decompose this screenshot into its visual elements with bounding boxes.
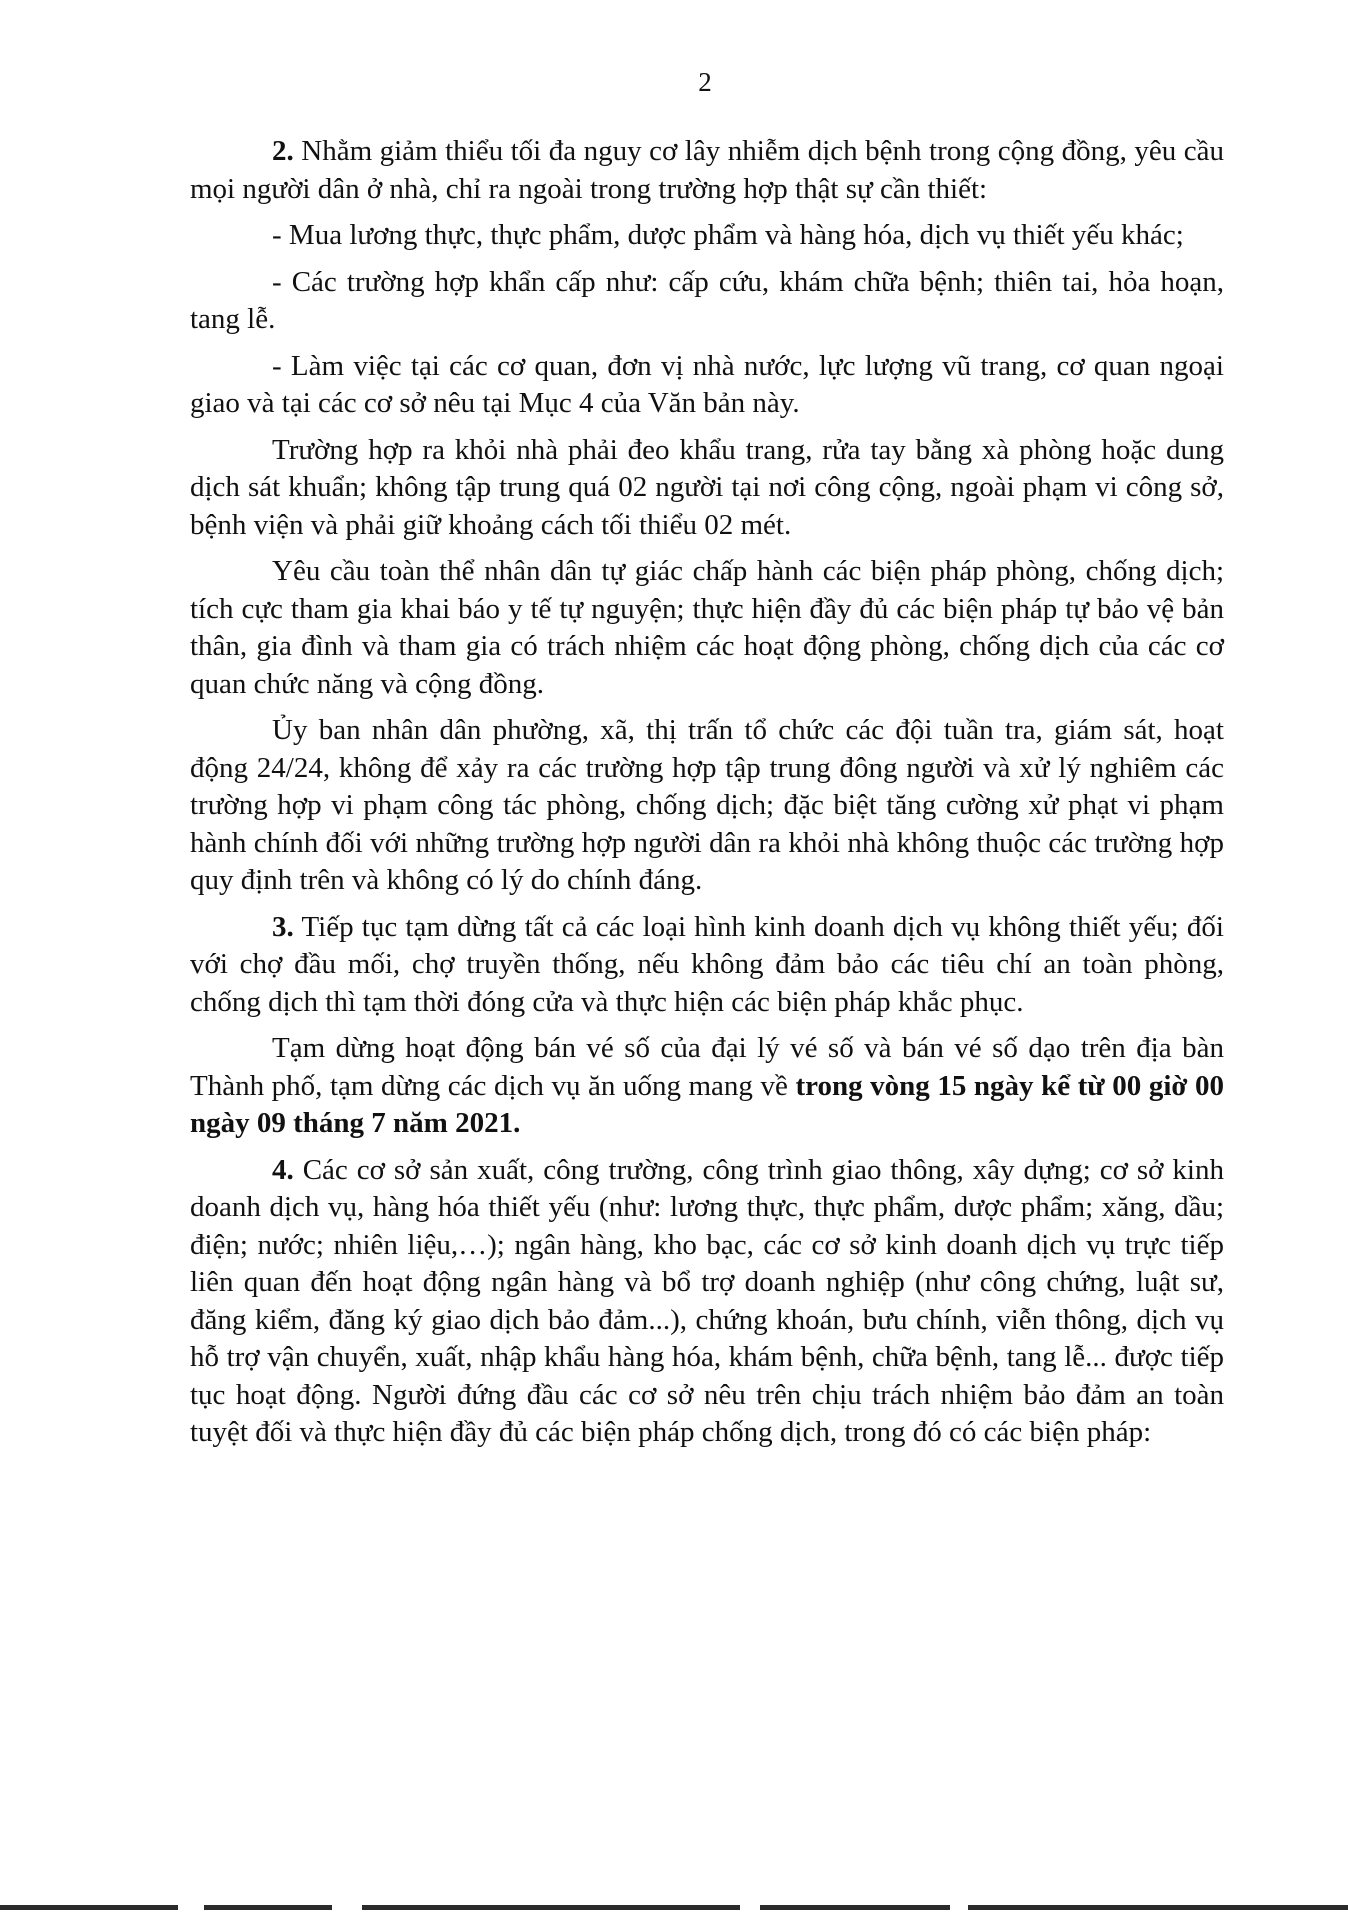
paragraph-text: - Các trường hợp khẩn cấp như: cấp cứu, khám chữa bệnh; thiên tai, hỏa hoạn, tang lễ. bbox=[190, 265, 1224, 335]
section-number: 2. bbox=[272, 135, 294, 167]
section-number: 3. bbox=[272, 910, 294, 943]
paragraph-text: Trường hợp ra khỏi nhà phải đeo khẩu trang, rửa tay bằng xà phòng hoặc dung dịch sát khuẩn; không tập trung quá 02 người tại nơi công cộng, ngoài phạm vi công sở, bệnh viện và phải giữ khoảng cách tối thiểu 02 mét. bbox=[190, 433, 1224, 541]
scan-edge-line bbox=[0, 1905, 178, 1910]
paragraph-public-compliance bbox=[190, 553, 1224, 703]
section-number: 4. bbox=[272, 1153, 294, 1186]
paragraph-text: Tiếp tục tạm dừng tất cả các loại hình kinh doanh dịch vụ không thiết yếu; đối với chợ đầu mối, chợ truyền thống, nếu không đảm bảo các tiêu chí an toàn phòng, chống dịch thì tạm thời đóng cửa và thực hiện các biện pháp khắc phục. bbox=[190, 910, 1224, 1018]
paragraph-text: Tạm dừng hoạt động bán vé số của đại lý vé số và bán vé số dạo trên địa bàn Thành phố, tạm dừng các dịch vụ ăn uống mang về bbox=[190, 1032, 1224, 1102]
paragraph-section-4 bbox=[190, 1152, 1224, 1452]
list-item-buy-essentials bbox=[190, 217, 1224, 255]
list-item-work bbox=[190, 348, 1224, 423]
scan-edge-line bbox=[760, 1905, 950, 1910]
scan-edge-line bbox=[968, 1905, 1348, 1910]
paragraph-text: Ủy ban nhân dân phường, xã, thị trấn tổ chức các đội tuần tra, giám sát, hoạt động 24/24, không để xảy ra các trường hợp tập trung đông người và xử lý nghiêm các trường hợp vi phạm công tác phòng, chống dịch; đặc biệt tăng cường xử phạt vi phạm hành chính đối với những trường hợp người dân ra khỏi nhà không thuộc các trường hợp quy định trên và không có lý do chính đáng. bbox=[190, 714, 1224, 896]
paragraph-leaving-home bbox=[190, 432, 1224, 545]
paragraph-section-2 bbox=[190, 133, 1224, 208]
paragraph-text: Các cơ sở sản xuất, công trường, công trình giao thông, xây dựng; cơ sở kinh doanh dịch vụ, hàng hóa thiết yếu (như: lương thực, thực phẩm, dược phẩm; xăng, dầu; điện; nước; nhiên liệu,…); ngân hàng, kho bạc, các cơ sở kinh doanh dịch vụ trực tiếp liên quan đến hoạt động ngân hàng và bổ trợ doanh nghiệp (như công chứng, luật sư, đăng kiểm, đăng ký giao dịch bảo đảm...), chứng khoán, bưu chính, viễn thông, dịch vụ hỗ trợ vận chuyển, xuất, nhập khẩu hàng hóa, khám bệnh, chữa bệnh, tang lễ... được tiếp tục hoạt động. Người đứng đầu các cơ sở nêu trên chịu trách nhiệm bảo đảm an toàn tuyệt đối và thực hiện đầy đủ các biện pháp chống dịch, trong đó có các biện pháp: bbox=[190, 1153, 1224, 1448]
document-body bbox=[190, 133, 1224, 1461]
paragraph-lottery-suspension bbox=[190, 1030, 1224, 1143]
scan-edge-line bbox=[362, 1905, 740, 1910]
paragraph-ward-patrols bbox=[190, 712, 1224, 900]
page-number: 2 bbox=[698, 67, 712, 97]
paragraph-text: - Làm việc tại các cơ quan, đơn vị nhà nước, lực lượng vũ trang, cơ quan ngoại giao và tại các cơ sở nêu tại Mục 4 của Văn bản này. bbox=[190, 349, 1224, 419]
paragraph-text: Yêu cầu toàn thể nhân dân tự giác chấp hành các biện pháp phòng, chống dịch; tích cực tham gia khai báo y tế tự nguyện; thực hiện đầy đủ các biện pháp tự bảo vệ bản thân, gia đình và tham gia có trách nhiệm các hoạt động phòng, chống dịch của các cơ quan chức năng và cộng đồng. bbox=[190, 555, 1224, 700]
list-item-emergencies bbox=[190, 264, 1224, 339]
paragraph-section-3 bbox=[190, 909, 1224, 1022]
scan-edge-line bbox=[204, 1905, 332, 1910]
paragraph-text: - Mua lương thực, thực phẩm, dược phẩm và hàng hóa, dịch vụ thiết yếu khác; bbox=[272, 219, 1184, 251]
paragraph-text: Nhằm giảm thiểu tối đa nguy cơ lây nhiễm dịch bệnh trong cộng đồng, yêu cầu mọi người dân ở nhà, chỉ ra ngoài trong trường hợp thật sự cần thiết: bbox=[190, 135, 1224, 205]
bold-duration-text: trong vòng 15 ngày kể từ 00 giờ 00 ngày 09 tháng 7 năm 2021. bbox=[190, 1069, 1224, 1139]
